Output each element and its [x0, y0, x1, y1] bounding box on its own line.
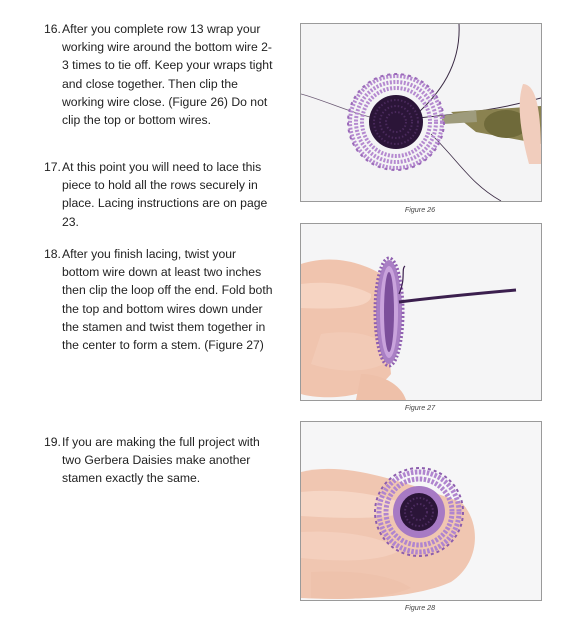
step-number: 16.: [44, 22, 61, 36]
step-text: At this point you will need to lace this piece to hold all the rows securely in place. Lacing instructions are on page 23.: [62, 160, 268, 229]
figure-26-photo: [300, 23, 542, 202]
step-number: 18.: [44, 247, 61, 261]
step-number: 19.: [44, 435, 61, 449]
step-number: 17.: [44, 160, 61, 174]
figure-28-photo: [300, 421, 542, 601]
step-text: After you complete row 13 wrap your working wire around the bottom wire 2-3 times to tie off. Keep your wraps tight and close together. Then clip the working wire close. (Figure 26) Do not clip the top or bottom wires.: [62, 22, 273, 128]
step-19: [44, 433, 276, 488]
step-text: After you finish lacing, twist your bottom wire down at least two inches then clip the loop off the end. Fold both the top and bottom wires down under the stamen and twist them together in the center to form a stem. (Figure 27): [62, 247, 273, 353]
figure-27-photo: [300, 223, 542, 401]
step-16: [44, 20, 276, 129]
figure-28-caption: Figure 28: [404, 603, 436, 612]
step-17: [44, 158, 276, 231]
step-18: [44, 245, 276, 354]
figure-26-caption: Figure 26: [404, 205, 436, 214]
step-text: If you are making the full project with two Gerbera Daisies make another stamen exactly the same.: [62, 435, 260, 486]
figure-27-caption: Figure 27: [404, 403, 436, 412]
